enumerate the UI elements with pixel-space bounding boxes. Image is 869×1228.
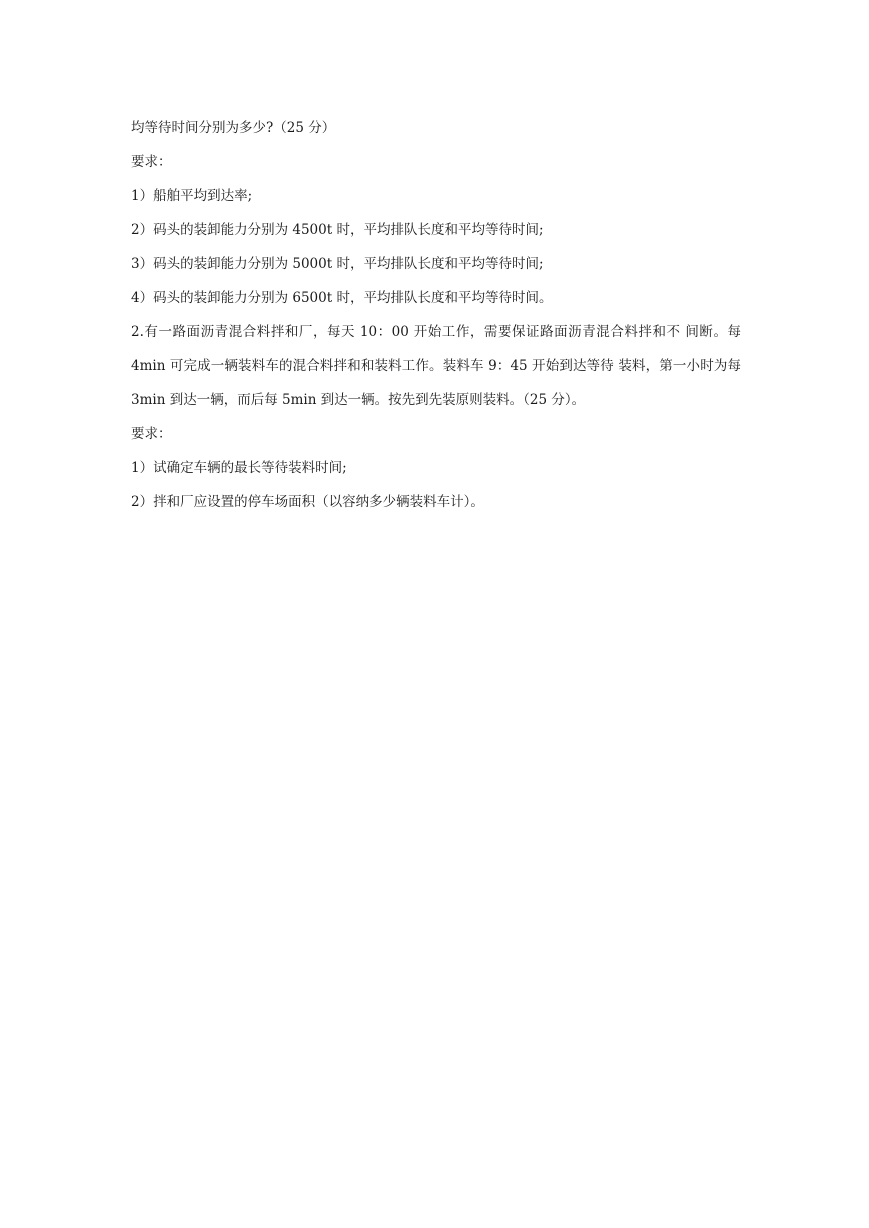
document-body (131, 111, 741, 519)
requirements-label: 要求： (131, 154, 172, 170)
requirement-item: 3）码头的装卸能力分别为 5000t 时，平均排队长度和平均等待时间; (131, 256, 544, 272)
requirement-item: 1）试确定车辆的最长等待装料时间; (131, 460, 347, 476)
requirement-item: 2）码头的装卸能力分别为 4500t 时，平均排队长度和平均等待时间; (131, 222, 544, 238)
requirements-label: 要求： (131, 426, 172, 442)
problem-2-paragraph: 2.有一路面沥青混合料拌和厂，每天 10：00 开始工作，需要保证路面沥青混合料拌和不 间断。每 4min 可完成一辆装料车的混合料拌和和装料工作。装料车 9：45 开始到达等待 装料，第一小时为每 3min 到达一辆，而后每 5min 到达一辆。按先到先装原则装料。（25 分）。 (131, 324, 741, 408)
requirement-item: 2）拌和厂应设置的停车场面积（以容纳多少辆装料车计）。 (131, 494, 484, 510)
question-continuation: 均等待时间分别为多少?（25 分） (131, 120, 336, 136)
requirement-item: 4）码头的装卸能力分别为 6500t 时，平均排队长度和平均等待时间。 (131, 290, 553, 306)
requirement-item: 1）船舶平均到达率; (131, 188, 253, 204)
